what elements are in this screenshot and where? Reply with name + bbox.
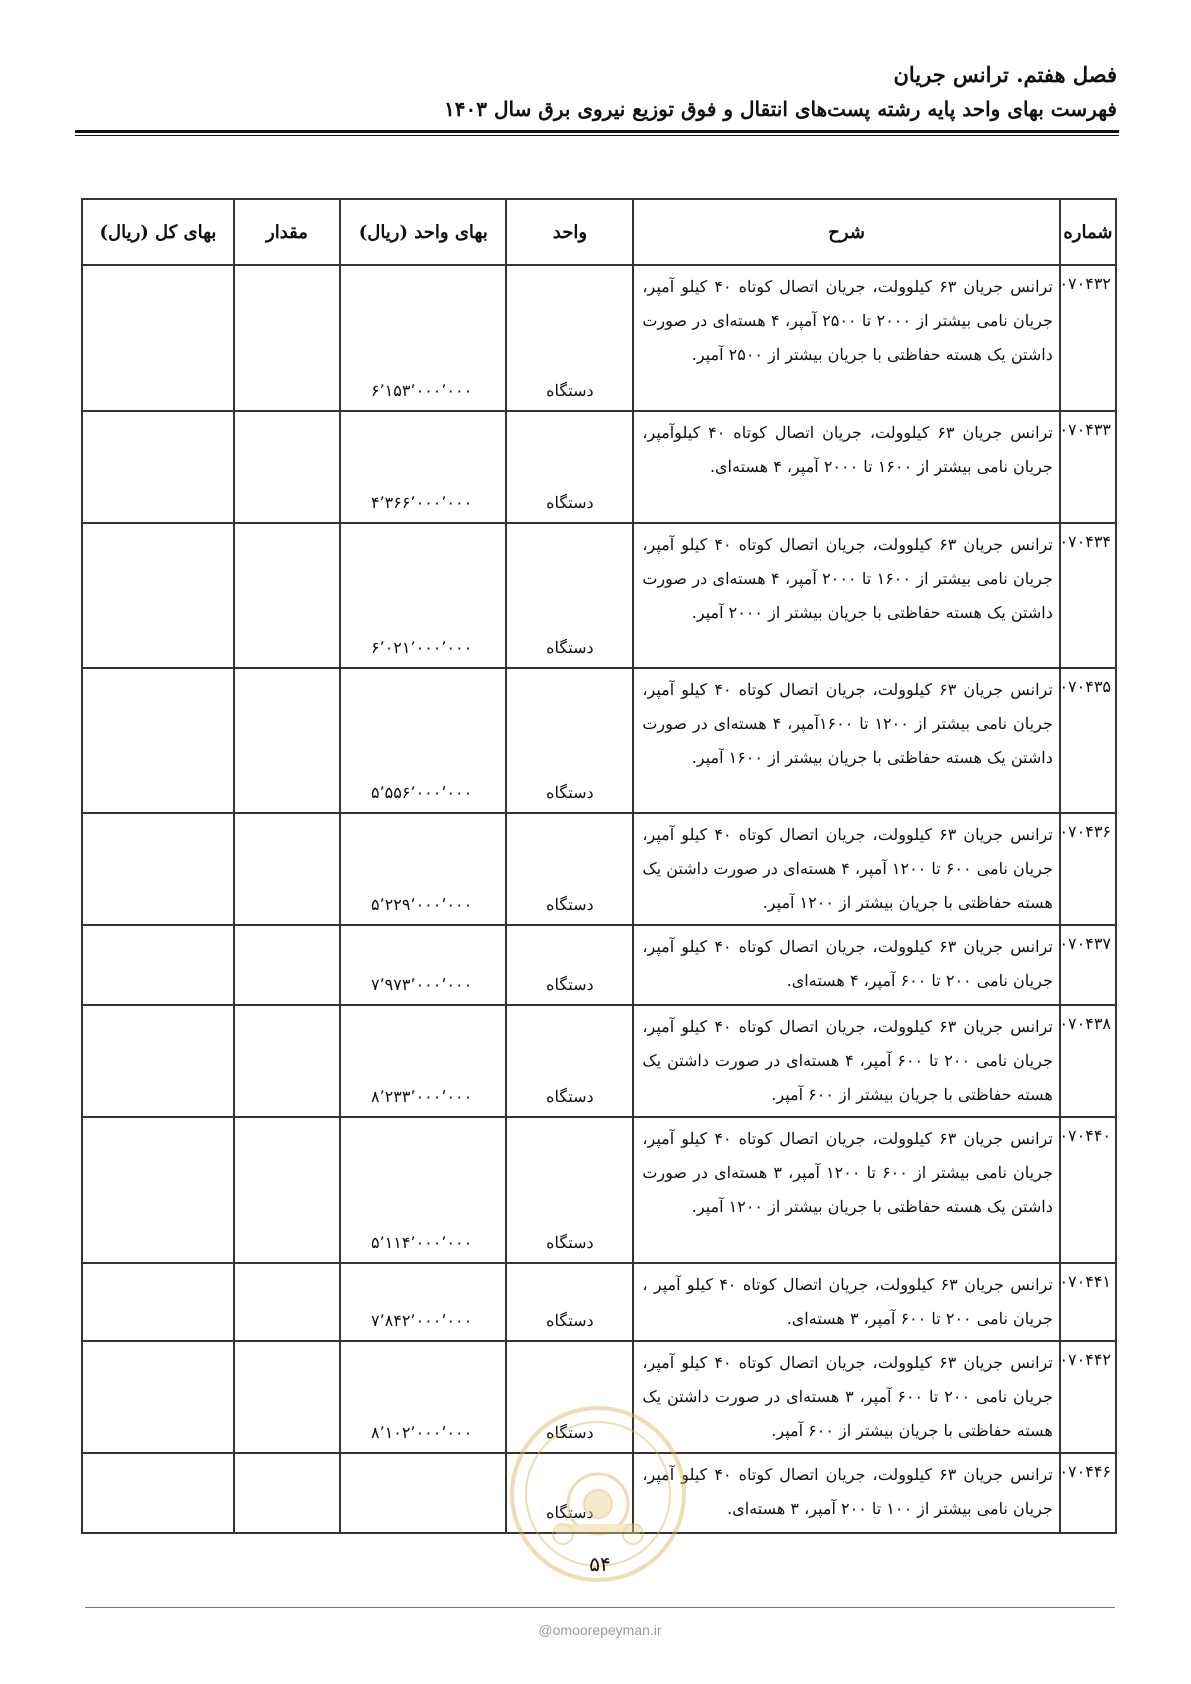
header-rule-thick	[75, 130, 1119, 133]
header-total-price: بهای کل (ریال)	[82, 199, 234, 265]
table-row	[82, 1117, 1116, 1263]
table-row	[82, 813, 1116, 925]
item-unit-price: ۶٬۱۵۳٬۰۰۰٬۰۰۰	[340, 265, 506, 411]
item-unit: دستگاه	[506, 1341, 633, 1453]
item-quantity[interactable]	[234, 1117, 340, 1263]
item-unit: دستگاه	[506, 1453, 633, 1533]
item-total-price[interactable]	[82, 813, 234, 925]
item-total-price[interactable]	[82, 1453, 234, 1533]
item-number: ۰۷۰۴۳۶	[1060, 813, 1116, 925]
table-row	[82, 1005, 1116, 1117]
page-number: ۵۴	[589, 1552, 611, 1576]
item-unit: دستگاه	[506, 1005, 633, 1117]
page-header	[75, 60, 1117, 124]
footer-rule	[85, 1607, 1115, 1608]
item-unit-price: ۸٬۲۳۳٬۰۰۰٬۰۰۰	[340, 1005, 506, 1117]
item-total-price[interactable]	[82, 265, 234, 411]
item-quantity[interactable]	[234, 411, 340, 523]
item-description: ترانس جریان ۶۳ کیلوولت، جریان اتصال کوتاه ۴۰ کیلو آمپر، جریان نامی بیشتر از ۱۶۰۰ تا ۲۰۰۰ آمپر، ۴ هسته‌ای در صورت داشتن یک هسته حفاظتی با جریان بیشتر از ۲۰۰۰ آمپر.	[633, 523, 1059, 668]
table-row	[82, 1263, 1116, 1341]
table-row	[82, 411, 1116, 523]
item-description: ترانس جریان ۶۳ کیلوولت، جریان اتصال کوتاه ۴۰ کیلو آمپر، جریان نامی ۲۰۰ تا ۶۰۰ آمپر، ۴ هسته‌ای در صورت داشتن یک هسته حفاظتی با جریان بیشتر از ۶۰۰ آمپر.	[633, 1005, 1059, 1117]
item-quantity[interactable]	[234, 925, 340, 1005]
item-unit-price: ۶٬۰۲۱٬۰۰۰٬۰۰۰	[340, 523, 506, 668]
item-unit: دستگاه	[506, 668, 633, 813]
item-description: ترانس جریان ۶۳ کیلوولت، جریان اتصال کوتاه ۴۰ کیلو آمپر، جریان نامی ۶۰۰ تا ۱۲۰۰ آمپر، ۴ هسته‌ای در صورت داشتن یک هسته حفاظتی با جریان بیشتر از ۱۲۰۰ آمپر.	[633, 813, 1059, 925]
table-row	[82, 1453, 1116, 1533]
table-row	[82, 668, 1116, 813]
item-unit: دستگاه	[506, 925, 633, 1005]
header-unit: واحد	[506, 199, 633, 265]
item-total-price[interactable]	[82, 1341, 234, 1453]
table-row	[82, 1341, 1116, 1453]
table-row	[82, 925, 1116, 1005]
item-quantity[interactable]	[234, 1263, 340, 1341]
item-description: ترانس جریان ۶۳ کیلوولت، جریان اتصال کوتاه ۴۰ کیلو آمپر ، جریان نامی ۲۰۰ تا ۶۰۰ آمپر، ۳ هسته‌ای.	[633, 1263, 1059, 1341]
document-title: فهرست بهای واحد پایه رشته پست‌های انتقال و فوق توزیع نیروی برق سال ۱۴۰۳	[444, 97, 1117, 121]
item-total-price[interactable]	[82, 1117, 234, 1263]
item-unit-price	[340, 1453, 506, 1533]
item-description: ترانس جریان ۶۳ کیلوولت، جریان اتصال کوتاه ۴۰ کیلو آمپر، جریان نامی ۲۰۰ تا ۶۰۰ آمپر، ۳ هسته‌ای در صورت داشتن یک هسته حفاظتی با جریان بیشتر از ۶۰۰ آمپر.	[633, 1341, 1059, 1453]
item-unit-price: ۴٬۳۶۶٬۰۰۰٬۰۰۰	[340, 411, 506, 523]
item-quantity[interactable]	[234, 1341, 340, 1453]
site-watermark: @omoorepeyman.ir	[538, 1622, 662, 1638]
item-number: ۰۷۰۴۳۵	[1060, 668, 1116, 813]
item-unit: دستگاه	[506, 813, 633, 925]
item-description: ترانس جریان ۶۳ کیلوولت، جریان اتصال کوتاه ۴۰ کیلو آمپر، جریان نامی بیشتر از ۶۰۰ تا ۱۲۰۰ آمپر، ۳ هسته‌ای در صورت داشتن یک هسته حفاظتی با جریان بیشتر از ۱۲۰۰ آمپر.	[633, 1117, 1059, 1263]
item-description: ترانس جریان ۶۳ کیلوولت، جریان اتصال کوتاه ۴۰ کیلو آمپر، جریان نامی ۲۰۰ تا ۶۰۰ آمپر، ۴ هسته‌ای.	[633, 925, 1059, 1005]
item-number: ۰۷۰۴۳۳	[1060, 411, 1116, 523]
item-unit-price: ۸٬۱۰۲٬۰۰۰٬۰۰۰	[340, 1341, 506, 1453]
table-row	[82, 265, 1116, 411]
item-unit-price: ۵٬۵۵۶٬۰۰۰٬۰۰۰	[340, 668, 506, 813]
item-unit: دستگاه	[506, 411, 633, 523]
item-total-price[interactable]	[82, 668, 234, 813]
item-quantity[interactable]	[234, 523, 340, 668]
item-number: ۰۷۰۴۳۸	[1060, 1005, 1116, 1117]
item-number: ۰۷۰۴۴۰	[1060, 1117, 1116, 1263]
item-number: ۰۷۰۴۳۷	[1060, 925, 1116, 1005]
header-number: شماره	[1060, 199, 1116, 265]
header-rule-thin	[75, 135, 1119, 136]
item-description: ترانس جریان ۶۳ کیلوولت، جریان اتصال کوتاه ۴۰ کیلو آمپر، جریان نامی بیشتر از ۱۰۰ تا ۲۰۰ آمپر، ۳ هسته‌ای.	[633, 1453, 1059, 1533]
item-unit-price: ۵٬۲۲۹٬۰۰۰٬۰۰۰	[340, 813, 506, 925]
item-total-price[interactable]	[82, 925, 234, 1005]
item-unit: دستگاه	[506, 265, 633, 411]
item-number: ۰۷۰۴۳۲	[1060, 265, 1116, 411]
item-description: ترانس جریان ۶۳ کیلوولت، جریان اتصال کوتاه ۴۰ کیلو آمپر، جریان نامی بیشتر از ۱۲۰۰ تا ۱۶۰۰آمپر، ۴ هسته‌ای در صورت داشتن یک هسته حفاظتی با جریان بیشتر از ۱۶۰۰ آمپر.	[633, 668, 1059, 813]
item-quantity[interactable]	[234, 1453, 340, 1533]
item-unit-price: ۷٬۸۴۲٬۰۰۰٬۰۰۰	[340, 1263, 506, 1341]
item-number: ۰۷۰۴۴۶	[1060, 1453, 1116, 1533]
header-quantity: مقدار	[234, 199, 340, 265]
item-quantity[interactable]	[234, 265, 340, 411]
item-total-price[interactable]	[82, 1005, 234, 1117]
item-unit: دستگاه	[506, 523, 633, 668]
item-number: ۰۷۰۴۳۴	[1060, 523, 1116, 668]
table-header-row	[82, 199, 1116, 265]
item-total-price[interactable]	[82, 523, 234, 668]
item-unit-price: ۷٬۹۷۳٬۰۰۰٬۰۰۰	[340, 925, 506, 1005]
item-unit: دستگاه	[506, 1117, 633, 1263]
item-quantity[interactable]	[234, 813, 340, 925]
header-description: شرح	[633, 199, 1059, 265]
price-table	[81, 198, 1117, 1534]
item-number: ۰۷۰۴۴۱	[1060, 1263, 1116, 1341]
item-unit-price: ۵٬۱۱۴٬۰۰۰٬۰۰۰	[340, 1117, 506, 1263]
item-total-price[interactable]	[82, 1263, 234, 1341]
item-description: ترانس جریان ۶۳ کیلوولت، جریان اتصال کوتاه ۴۰ کیلو آمپر، جریان نامی بیشتر از ۲۰۰۰ تا ۲۵۰۰ آمپر، ۴ هسته‌ای در صورت داشتن یک هسته حفاظتی با جریان بیشتر از ۲۵۰۰ آمپر.	[633, 265, 1059, 411]
item-total-price[interactable]	[82, 411, 234, 523]
header-unit-price: بهای واحد (ریال)	[340, 199, 506, 265]
chapter-title: فصل هفتم. ترانس جریان	[893, 62, 1117, 87]
item-quantity[interactable]	[234, 1005, 340, 1117]
item-unit: دستگاه	[506, 1263, 633, 1341]
item-number: ۰۷۰۴۴۲	[1060, 1341, 1116, 1453]
item-quantity[interactable]	[234, 668, 340, 813]
item-description: ترانس جریان ۶۳ کیلوولت، جریان اتصال کوتاه ۴۰ کیلوآمپر، جریان نامی بیشتر از ۱۶۰۰ تا ۲۰۰۰ آمپر، ۴ هسته‌ای.	[633, 411, 1059, 523]
table-row	[82, 523, 1116, 668]
